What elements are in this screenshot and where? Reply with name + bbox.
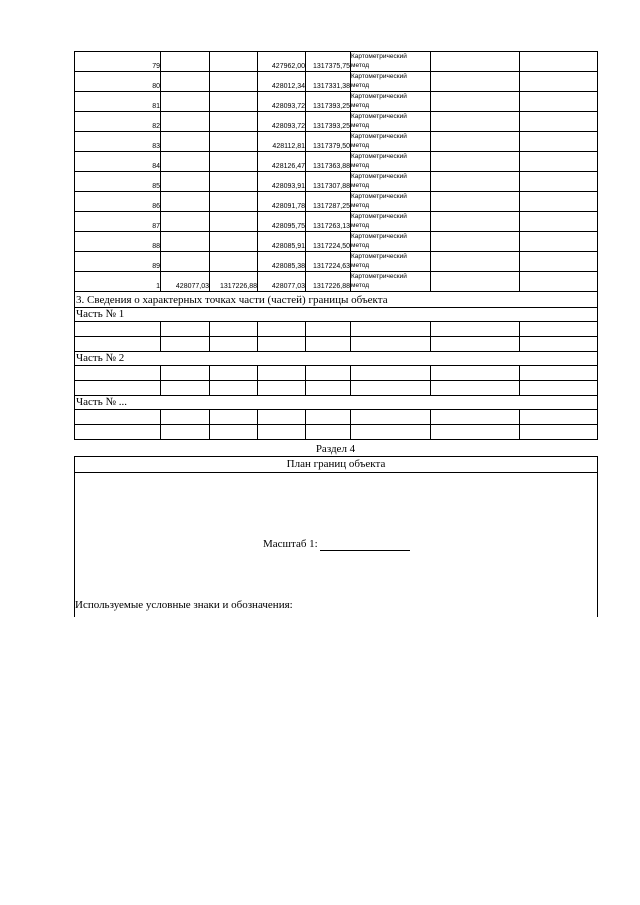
table-row — [75, 92, 598, 112]
empty-cell — [306, 366, 351, 381]
empty-cell — [351, 366, 431, 381]
method-line-1: Картометрический — [351, 213, 407, 220]
method-cell — [351, 232, 431, 252]
point-number-cell: 85 — [75, 172, 161, 192]
scale-blank-line — [320, 539, 410, 551]
empty-cell — [210, 425, 258, 440]
empty-cell — [161, 381, 210, 396]
empty-cell — [520, 381, 598, 396]
method-line-1: Картометрический — [351, 153, 407, 160]
method-line-2: метод — [351, 242, 370, 249]
existing-y-cell — [210, 212, 258, 232]
table-row — [75, 212, 598, 232]
y-coordinate-cell: 1317379,50 — [306, 132, 351, 152]
existing-x-cell — [161, 92, 210, 112]
empty-cell — [258, 410, 306, 425]
empty-cell — [306, 322, 351, 337]
method-line-1: Картометрический — [351, 273, 407, 280]
empty-cell — [520, 112, 598, 132]
section-3-heading: 3. Сведения о характерных точках части (частей) границы объекта — [75, 292, 598, 308]
method-cell — [351, 132, 431, 152]
existing-y-cell — [210, 152, 258, 172]
method-cell — [351, 52, 431, 72]
x-coordinate-cell: 428093,72 — [258, 112, 306, 132]
y-coordinate-cell: 1317375,75 — [306, 52, 351, 72]
empty-cell — [75, 410, 161, 425]
method-cell — [351, 152, 431, 172]
empty-cell — [75, 322, 161, 337]
method-line-2: метод — [351, 62, 370, 69]
method-line-1: Картометрический — [351, 233, 407, 240]
empty-cell — [210, 322, 258, 337]
existing-x-cell — [161, 112, 210, 132]
empty-cell — [75, 366, 161, 381]
empty-cell — [520, 92, 598, 112]
y-coordinate-cell: 1317226,88 — [306, 272, 351, 292]
method-line-1: Картометрический — [351, 113, 407, 120]
section-3-row — [75, 292, 598, 308]
y-coordinate-cell: 1317263,13 — [306, 212, 351, 232]
empty-cell — [431, 425, 520, 440]
table-row — [75, 52, 598, 72]
plan-title: План границ объекта — [75, 457, 597, 473]
x-coordinate-cell: 427962,00 — [258, 52, 306, 72]
table-row — [75, 232, 598, 252]
method-line-1: Картометрический — [351, 73, 407, 80]
empty-cell — [431, 172, 520, 192]
existing-x-cell — [161, 52, 210, 72]
empty-cell — [431, 366, 520, 381]
method-line-2: метод — [351, 142, 370, 149]
empty-cell — [520, 152, 598, 172]
empty-table-row — [75, 410, 598, 425]
empty-cell — [520, 322, 598, 337]
method-line-2: метод — [351, 82, 370, 89]
empty-cell — [258, 381, 306, 396]
method-line-2: метод — [351, 262, 370, 269]
empty-table-row — [75, 322, 598, 337]
empty-cell — [431, 212, 520, 232]
empty-cell — [520, 192, 598, 212]
plan-box — [74, 456, 598, 617]
table-row — [75, 192, 598, 212]
empty-cell — [351, 337, 431, 352]
y-coordinate-cell: 1317287,25 — [306, 192, 351, 212]
legend-label: Используемые условные знаки и обозначения: — [75, 599, 293, 611]
empty-cell — [75, 381, 161, 396]
method-line-2: метод — [351, 222, 370, 229]
x-coordinate-cell: 428085,38 — [258, 252, 306, 272]
method-cell — [351, 192, 431, 212]
empty-cell — [431, 152, 520, 172]
existing-y-cell — [210, 252, 258, 272]
empty-cell — [431, 72, 520, 92]
point-number-cell: 1 — [75, 272, 161, 292]
empty-cell — [431, 272, 520, 292]
empty-cell — [431, 232, 520, 252]
empty-cell — [520, 132, 598, 152]
method-cell — [351, 92, 431, 112]
existing-x-cell — [161, 152, 210, 172]
method-line-1: Картометрический — [351, 133, 407, 140]
table-row — [75, 112, 598, 132]
x-coordinate-cell: 428085,91 — [258, 232, 306, 252]
empty-cell — [431, 92, 520, 112]
existing-x-cell — [161, 212, 210, 232]
method-cell — [351, 252, 431, 272]
empty-cell — [520, 366, 598, 381]
empty-cell — [520, 212, 598, 232]
y-coordinate-cell: 1317363,88 — [306, 152, 351, 172]
part-row — [75, 396, 598, 410]
empty-cell — [520, 272, 598, 292]
table-row — [75, 152, 598, 172]
empty-cell — [431, 112, 520, 132]
empty-cell — [210, 381, 258, 396]
empty-cell — [306, 425, 351, 440]
method-line-1: Картометрический — [351, 193, 407, 200]
scale-label: Масштаб 1: — [263, 538, 318, 550]
table-row — [75, 132, 598, 152]
method-line-2: метод — [351, 162, 370, 169]
empty-cell — [306, 381, 351, 396]
part-label: Часть № 2 — [75, 352, 598, 366]
existing-y-cell — [210, 232, 258, 252]
point-number-cell: 88 — [75, 232, 161, 252]
point-number-cell: 82 — [75, 112, 161, 132]
existing-y-cell — [210, 72, 258, 92]
empty-cell — [520, 172, 598, 192]
x-coordinate-cell: 428126,47 — [258, 152, 306, 172]
empty-table-row — [75, 425, 598, 440]
part-row — [75, 352, 598, 366]
y-coordinate-cell: 1317224,63 — [306, 252, 351, 272]
method-line-2: метод — [351, 122, 370, 129]
existing-y-cell — [210, 172, 258, 192]
part-label: Часть № 1 — [75, 308, 598, 322]
existing-x-cell — [161, 192, 210, 212]
empty-cell — [431, 381, 520, 396]
empty-cell — [431, 410, 520, 425]
x-coordinate-cell: 428112,81 — [258, 132, 306, 152]
empty-cell — [351, 322, 431, 337]
existing-y-cell — [210, 112, 258, 132]
method-cell — [351, 272, 431, 292]
existing-y-cell — [210, 192, 258, 212]
x-coordinate-cell: 428095,75 — [258, 212, 306, 232]
method-line-1: Картометрический — [351, 173, 407, 180]
empty-cell — [520, 410, 598, 425]
empty-cell — [520, 52, 598, 72]
method-line-1: Картометрический — [351, 93, 407, 100]
existing-x-cell: 428077,03 — [161, 272, 210, 292]
point-number-cell: 83 — [75, 132, 161, 152]
empty-table-row — [75, 337, 598, 352]
table-row — [75, 72, 598, 92]
point-number-cell: 87 — [75, 212, 161, 232]
empty-cell — [306, 337, 351, 352]
empty-cell — [75, 425, 161, 440]
existing-x-cell — [161, 172, 210, 192]
method-line-2: метод — [351, 282, 370, 289]
empty-cell — [161, 425, 210, 440]
part-label: Часть № ... — [75, 396, 598, 410]
method-line-2: метод — [351, 202, 370, 209]
empty-cell — [431, 322, 520, 337]
existing-y-cell — [210, 52, 258, 72]
empty-cell — [520, 232, 598, 252]
y-coordinate-cell: 1317393,25 — [306, 92, 351, 112]
point-number-cell: 86 — [75, 192, 161, 212]
empty-cell — [431, 52, 520, 72]
empty-cell — [351, 381, 431, 396]
empty-cell — [520, 425, 598, 440]
point-number-cell: 81 — [75, 92, 161, 112]
coordinates-table — [74, 51, 598, 440]
method-cell — [351, 72, 431, 92]
part-row — [75, 308, 598, 322]
x-coordinate-cell: 428093,91 — [258, 172, 306, 192]
y-coordinate-cell: 1317224,50 — [306, 232, 351, 252]
method-cell — [351, 172, 431, 192]
method-line-1: Картометрический — [351, 53, 407, 60]
table-row — [75, 272, 598, 292]
point-number-cell: 79 — [75, 52, 161, 72]
empty-cell — [431, 337, 520, 352]
empty-cell — [351, 425, 431, 440]
existing-y-cell — [210, 132, 258, 152]
existing-y-cell — [210, 92, 258, 112]
empty-cell — [161, 410, 210, 425]
scale-field — [263, 537, 410, 551]
x-coordinate-cell: 428093,72 — [258, 92, 306, 112]
empty-cell — [431, 192, 520, 212]
x-coordinate-cell: 428012,34 — [258, 72, 306, 92]
existing-x-cell — [161, 232, 210, 252]
table-row — [75, 172, 598, 192]
empty-cell — [161, 337, 210, 352]
empty-cell — [431, 252, 520, 272]
empty-cell — [520, 337, 598, 352]
point-number-cell: 84 — [75, 152, 161, 172]
empty-cell — [520, 252, 598, 272]
empty-cell — [431, 132, 520, 152]
x-coordinate-cell: 428077,03 — [258, 272, 306, 292]
empty-cell — [161, 322, 210, 337]
empty-cell — [258, 337, 306, 352]
empty-cell — [258, 425, 306, 440]
method-cell — [351, 212, 431, 232]
empty-cell — [258, 366, 306, 381]
method-line-2: метод — [351, 182, 370, 189]
empty-cell — [258, 322, 306, 337]
existing-y-cell: 1317226,88 — [210, 272, 258, 292]
x-coordinate-cell: 428091,78 — [258, 192, 306, 212]
existing-x-cell — [161, 132, 210, 152]
y-coordinate-cell: 1317307,88 — [306, 172, 351, 192]
point-number-cell: 89 — [75, 252, 161, 272]
empty-cell — [306, 410, 351, 425]
empty-cell — [520, 72, 598, 92]
empty-cell — [210, 366, 258, 381]
existing-x-cell — [161, 252, 210, 272]
empty-cell — [161, 366, 210, 381]
method-line-2: метод — [351, 102, 370, 109]
table-row — [75, 252, 598, 272]
y-coordinate-cell: 1317393,25 — [306, 112, 351, 132]
empty-cell — [210, 337, 258, 352]
empty-cell — [351, 410, 431, 425]
empty-table-row — [75, 381, 598, 396]
empty-table-row — [75, 366, 598, 381]
empty-cell — [210, 410, 258, 425]
section-4-heading: Раздел 4 — [315, 443, 356, 455]
empty-cell — [75, 337, 161, 352]
method-cell — [351, 112, 431, 132]
method-line-1: Картометрический — [351, 253, 407, 260]
existing-x-cell — [161, 72, 210, 92]
y-coordinate-cell: 1317331,38 — [306, 72, 351, 92]
point-number-cell: 80 — [75, 72, 161, 92]
